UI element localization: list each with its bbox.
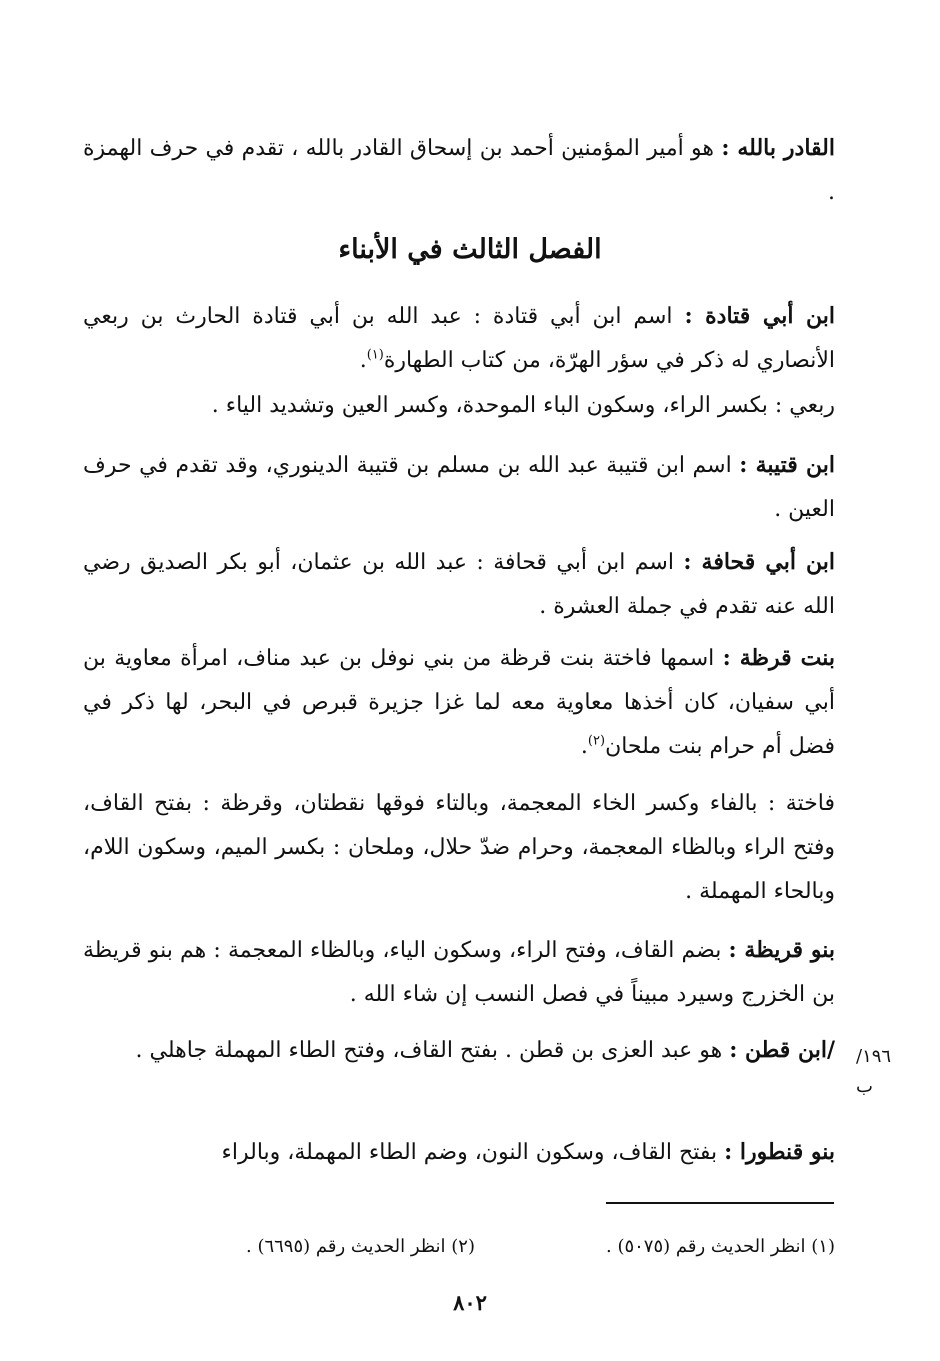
entry-fakhita bbox=[83, 782, 835, 914]
entry-term: القادر بالله : bbox=[721, 135, 836, 161]
entry-tail: . bbox=[359, 348, 367, 373]
entry-rib-i bbox=[83, 384, 835, 428]
entry-term: ابن قتيبة : bbox=[739, 452, 835, 478]
entry-ibn-abi-qatada bbox=[83, 294, 835, 383]
entry-bint-qaraza bbox=[83, 636, 835, 769]
footnote-separator bbox=[606, 1202, 834, 1204]
entry-term: /ابن قطن : bbox=[729, 1037, 835, 1063]
top-entry bbox=[83, 126, 835, 215]
entry-ibn-qatan bbox=[83, 1028, 835, 1073]
entry-text: هو أمير المؤمنين أحمد بن إسحاق القادر بالله ، تقدم في حرف الهمزة . bbox=[83, 136, 835, 205]
entry-term: بنت قرظة : bbox=[722, 645, 836, 671]
entry-banu-qurayza bbox=[83, 928, 835, 1017]
entry-term: ابن أبي قتادة : bbox=[684, 303, 835, 329]
entry-ibn-abi-quhafa bbox=[83, 540, 835, 629]
entry-term: بنو قريظة : bbox=[728, 937, 835, 963]
entry-al-qadir-billah bbox=[83, 126, 835, 215]
section-heading: الفصل الثالث في الأبناء bbox=[338, 234, 602, 265]
entry-term: بنو قنطورا : bbox=[724, 1139, 835, 1165]
entry-banu-qantura bbox=[83, 1130, 835, 1175]
footnote-ref: (١) bbox=[366, 347, 384, 363]
entry-text: اسم ابن أبي قتادة : عبد الله بن أبي قتادة الحارث بن ربعي الأنصاري له ذكر في سؤر الهرّة، من كتاب الطهارة bbox=[83, 304, 835, 373]
footnote-1: (١) انظر الحديث رقم (٥٠٧٥) . bbox=[606, 1236, 835, 1257]
entry-text: فاختة : بالفاء وكسر الخاء المعجمة، وبالتاء فوقها نقطتان، وقرظة : بفتح القاف، وفتح الراء وبالظاء المعجمة، وحرام ضدّ حلال، وملحان : بكسر الميم، وسكون اللام، وبالحاء المهملة . bbox=[83, 791, 835, 904]
entry-tail: . bbox=[580, 734, 588, 759]
entry-text: اسم ابن أبي قحافة : عبد الله بن عثمان، أبو بكر الصديق رضي الله عنه تقدم في جملة العشرة . bbox=[83, 550, 835, 619]
entry-text: هو عبد العزى بن قطن . بفتح القاف، وفتح الطاء المهملة جاهلي . bbox=[135, 1038, 730, 1063]
entry-ibn-qutayba bbox=[83, 443, 835, 532]
footnote-ref: (٢) bbox=[587, 733, 606, 749]
entry-text: بفتح القاف، وسكون النون، وضم الطاء المهملة، وبالراء bbox=[221, 1140, 725, 1165]
entry-term: ابن أبي قحافة : bbox=[683, 549, 835, 575]
margin-folio-note: ١٩٦/ب bbox=[856, 1046, 892, 1097]
entry-text: ربعي : بكسر الراء، وسكون الباء الموحدة، وكسر العين وتشديد الياء . bbox=[211, 393, 835, 418]
entry-text: اسمها فاختة بنت قرظة من بني نوفل بن عبد مناف، امرأة معاوية بن أبي سفيان، كان أخذها معاوية معه لما غزا جزيرة قبرص في البحر، لها ذكر في فضل أم حرام بنت ملحان bbox=[83, 646, 835, 759]
footnote-2: (٢) انظر الحديث رقم (٦٦٩٥) . bbox=[246, 1236, 475, 1257]
page-number: ٨٠٢ bbox=[453, 1290, 487, 1315]
entry-text: اسم ابن قتيبة عبد الله بن مسلم بن قتيبة الدينوري، وقد تقدم في حرف العين . bbox=[83, 453, 835, 522]
entry-text: بضم القاف، وفتح الراء، وسكون الياء، وبالظاء المعجمة : هم بنو قريظة بن الخزرج وسيرد مبيناً في فصل النسب إن شاء الله . bbox=[83, 938, 835, 1007]
